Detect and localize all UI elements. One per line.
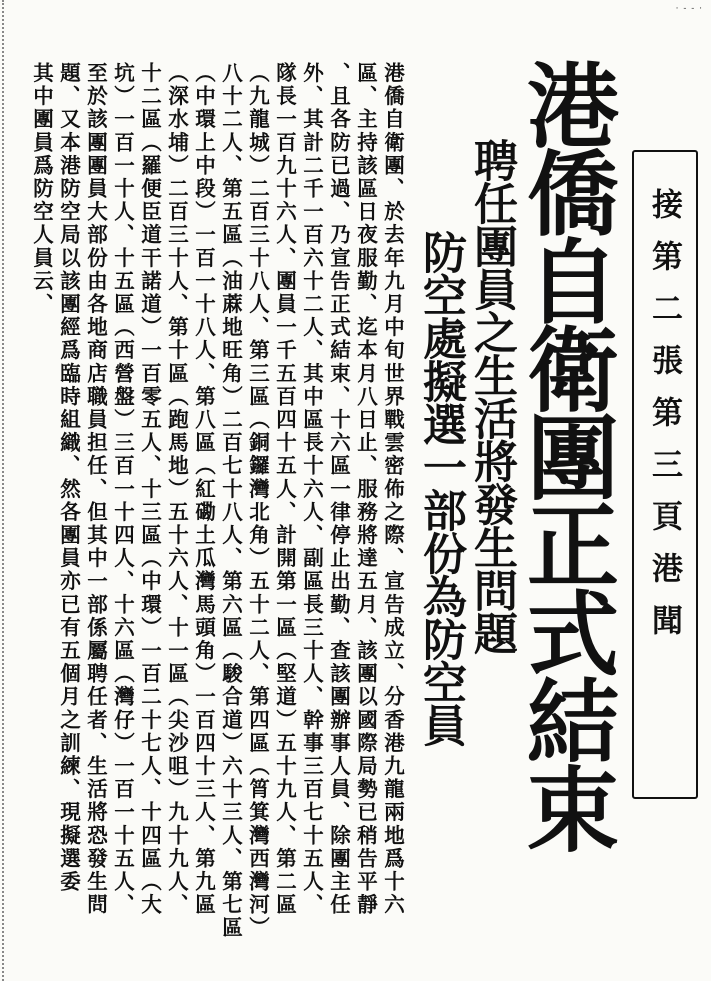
scan-specks: · ‑ ‑ · xyxy=(675,4,703,14)
body-column-9: （深水埔）二百三十人、第十區（跑馬地）五十六人、十一區（尖沙咀）九十九人、 xyxy=(164,62,189,917)
body-column-8: （中環上中段）一百一十八人、第八區（紅磡土瓜灣馬頭角）一百四十三人、第九區 xyxy=(191,62,216,917)
body-column-7: 八十二人、第五區（油蔴地旺角）二百七十八人、第六區（駿合道）六十三人、第七區 xyxy=(218,62,243,940)
body-column-13: 題、又本港防空局以該團經爲臨時組織、然各團員亦已有五個月之訓練、現擬選委 xyxy=(56,62,81,894)
body-column-14: 其中團員爲防空人員云、 xyxy=(29,62,54,317)
clipping-left-edge xyxy=(2,0,6,981)
section-label: 接第二張第三頁港聞 xyxy=(646,188,682,656)
body-column-5: 隊長一百九十六人、團員一千五百四十五人、計開第一區（堅道）五十九人、第二區 xyxy=(272,62,297,917)
body-column-2: 區、主持該區日夜服勤、迄本月八日止、服務將達五月、該團以國際局勢已稍告平靜 xyxy=(353,62,378,917)
headline-subtitle-1: 聘任團員之生活將發生問題 xyxy=(466,138,517,654)
body-column-11: 坑）一百一十人、十五區（西營盤）三百一十四人、十六區（灣仔）一百一十五人、 xyxy=(110,62,135,917)
section-label-box xyxy=(632,150,698,799)
headline-subtitle-2: 防空處擬選一部份為防空員 xyxy=(415,230,466,746)
body-column-10: 十二區（羅便臣道干諾道）一百零五人、十三區（中環）一百二十七人、十四區（大 xyxy=(137,62,162,917)
body-column-1: 港僑自衛團、於去年九月中旬世界戰雲密佈之際、宣告成立、分香港九龍兩地爲十六 xyxy=(380,62,405,917)
body-column-12: 至於該團團員大部份由各地商店職員担任、但其中一部係屬聘任者、生活將恐發生問 xyxy=(83,62,108,917)
body-column-4: 外、其計二千一百六十二人、其中區長十六人、副區長三十人、幹事三百七十五人、 xyxy=(299,62,324,917)
headline-title: 港僑自衛團正式結束 xyxy=(512,58,620,850)
body-column-6: （九龍城）二百三十八人、第三區（銅鑼灣北角）五十二人、第四區（筲箕灣西灣河） xyxy=(245,62,270,940)
body-column-3: 、且各防已過、乃宣告正式結束、十六區一律停止出勤、查該團辦事人員、除團主任 xyxy=(326,62,351,917)
